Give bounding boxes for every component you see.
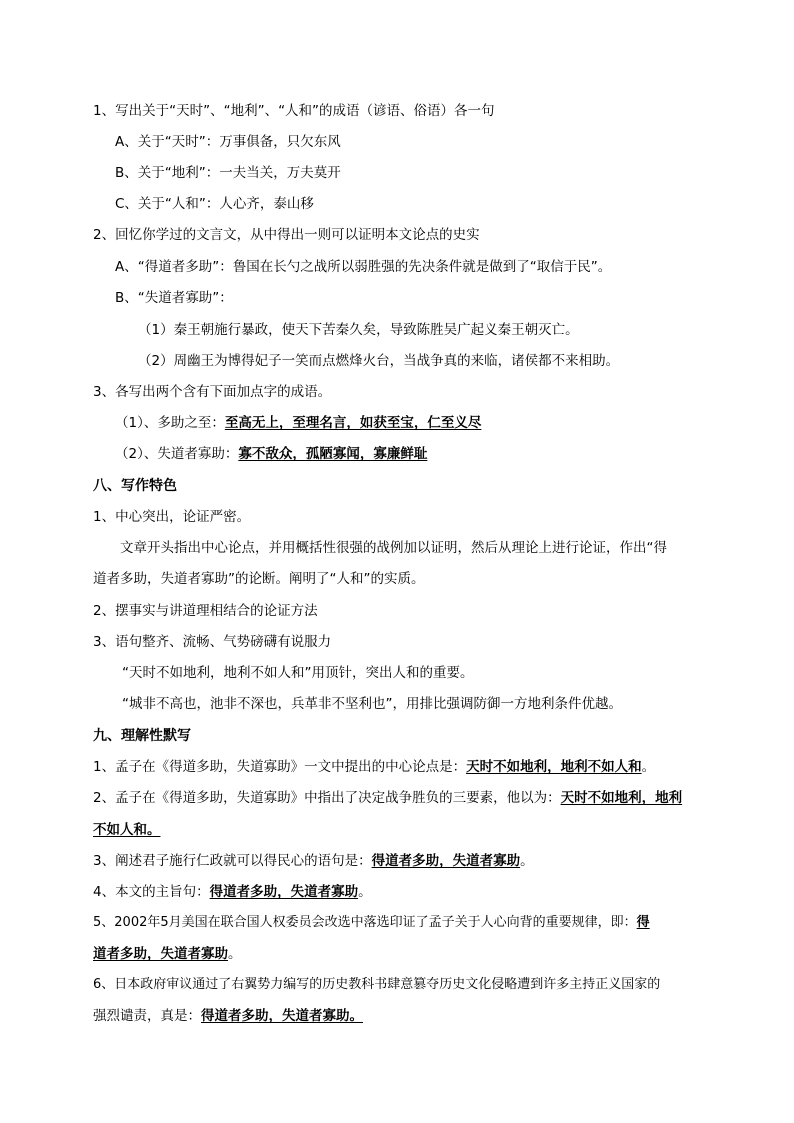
question-1-a bbox=[0, 132, 794, 152]
section-9-heading-text: 九、理解性默写 bbox=[93, 728, 191, 744]
dictation-5 bbox=[0, 913, 794, 933]
dictation-1-text: 1、孟子在《得道多助，失道寡助》一文中提出的中心论点是： bbox=[93, 759, 467, 775]
question-2-b-1 bbox=[0, 320, 794, 340]
question-3-1 bbox=[0, 413, 794, 433]
dictation-4-text: 4、本文的主旨句： bbox=[93, 884, 210, 900]
feature-1-para-text-2: 道者多助，失道者寡助”的论断。阐明了“人和”的实质。 bbox=[93, 571, 425, 587]
section-8-heading bbox=[0, 476, 794, 496]
feature-1-para-line-2 bbox=[0, 569, 794, 589]
question-3-2 bbox=[0, 444, 794, 464]
feature-3-b bbox=[0, 694, 794, 714]
question-2-a bbox=[0, 257, 794, 277]
answer-1-a: A、关于“天时”：万事俱备，只欠东风 bbox=[115, 134, 341, 150]
feature-1-text: 1、中心突出，论证严密。 bbox=[93, 509, 251, 525]
feature-1 bbox=[0, 507, 794, 527]
dictation-2-answer-part-1: 天时不如地利，地利 bbox=[560, 790, 683, 806]
question-1-c bbox=[0, 194, 794, 214]
dictation-2-text: 2、孟子在《得道多助，失道寡助》中指出了决定战争胜负的三要素，他以为： bbox=[93, 790, 561, 806]
dictation-6-text-2: 强烈谴责，真是： bbox=[93, 1008, 201, 1024]
dictation-3-text: 3、阐述君子施行仁政就可以得民心的语句是： bbox=[93, 853, 372, 869]
dictation-4 bbox=[0, 882, 794, 902]
answer-1-b: B、关于“地利”：一夫当关，万夫莫开 bbox=[115, 165, 341, 181]
feature-2 bbox=[0, 601, 794, 621]
feature-3-a-text: “天时不如地利，地利不如人和”用顶针，突出人和的重要。 bbox=[122, 665, 474, 681]
question-1-b bbox=[0, 163, 794, 183]
dictation-3-answer: 得道者多助，失道者寡助 bbox=[371, 853, 521, 869]
dictation-2-continued bbox=[0, 820, 794, 840]
dictation-5-text: 5、2002年5月美国在联合国人权委员会改选中落选印证了孟子关于人心向背的重要规律，即： bbox=[93, 915, 637, 930]
question-2-b bbox=[0, 288, 794, 308]
answer-2-b: B、“失道者寡助”： bbox=[115, 290, 233, 306]
dictation-3 bbox=[0, 851, 794, 871]
feature-1-para-text-1: 文章开头指出中心论点，并用概括性很强的战例加以证明，然后从理论上进行论证，作出“得 bbox=[120, 540, 667, 556]
answer-2-a: A、“得道者多助”：鲁国在长勺之战所以弱胜强的先决条件就是做到了“取信于民”。 bbox=[115, 259, 612, 275]
question-1-text: 1、写出关于“天时”、“地利”、“人和”的成语（谚语、俗语）各一句 bbox=[93, 103, 495, 119]
question-3-text: 3、各写出两个含有下面加点字的成语。 bbox=[93, 384, 332, 400]
section-9-heading bbox=[0, 726, 794, 746]
question-1 bbox=[0, 101, 794, 121]
question-3 bbox=[0, 382, 794, 402]
question-3-1-answer: 至高无上，至理名言，如获至宝，仁至义尽 bbox=[224, 415, 482, 431]
dictation-6-continued bbox=[0, 1006, 794, 1026]
dictation-5-answer-part-2: 道者多助，失道者寡助 bbox=[93, 946, 228, 962]
feature-2-text: 2、摆事实与讲道理相结合的论证方法 bbox=[93, 603, 318, 619]
question-3-2-label: （2）、失道者寡助： bbox=[115, 446, 239, 462]
dictation-5-answer-part-1: 得 bbox=[636, 915, 650, 930]
feature-3-a bbox=[0, 663, 794, 683]
dictation-6-answer: 得道者多助，失道者寡助。 bbox=[201, 1008, 363, 1024]
answer-1-c: C、关于“人和”：人心齐，泰山移 bbox=[115, 196, 314, 212]
dictation-2-answer-part-2: 不如人和。 bbox=[93, 822, 161, 838]
question-3-1-label: （1）、多助之至： bbox=[115, 415, 225, 431]
dictation-2 bbox=[0, 788, 794, 808]
answer-2-b-1: （1）秦王朝施行暴政，使天下苦秦久矣，导致陈胜吴广起义秦王朝灭亡。 bbox=[138, 322, 579, 338]
question-3-2-answer: 寡不敌众，孤陋寡闻，寡廉鲜耻 bbox=[238, 446, 428, 462]
question-2-b-2 bbox=[0, 351, 794, 371]
dictation-1-answer: 天时不如地利，地利不如人和 bbox=[466, 759, 642, 775]
answer-2-b-2: （2）周幽王为博得妃子一笑而点燃烽火台，当战争真的来临，诸侯都不来相助。 bbox=[138, 353, 620, 369]
dictation-6-text: 6、日本政府审议通过了右翼势力编写的历史教科书肆意篡夺历史文化侵略遭到许多主持正义国家的 bbox=[93, 977, 661, 992]
question-2 bbox=[0, 225, 794, 245]
feature-3 bbox=[0, 632, 794, 652]
feature-3-b-text: “城非不高也，池非不深也，兵革非不坚利也”，用排比强调防御一方地利条件优越。 bbox=[122, 696, 622, 712]
question-2-text: 2、回忆你学过的文言文，从中得出一则可以证明本文论点的史实 bbox=[93, 227, 480, 243]
dictation-3-end: 。 bbox=[520, 853, 534, 869]
dictation-6 bbox=[0, 975, 794, 995]
feature-3-text: 3、语句整齐、流畅、气势磅礴有说服力 bbox=[93, 634, 332, 650]
feature-1-para-line-1 bbox=[0, 538, 794, 558]
dictation-4-answer: 得道者多助，失道者寡助 bbox=[209, 884, 359, 900]
dictation-4-end: 。 bbox=[358, 884, 372, 900]
dictation-5-end: 。 bbox=[228, 946, 242, 962]
dictation-1-end: 。 bbox=[641, 759, 656, 775]
dictation-1 bbox=[0, 757, 794, 777]
dictation-5-continued bbox=[0, 944, 794, 964]
section-8-heading-text: 八、写作特色 bbox=[93, 478, 177, 494]
